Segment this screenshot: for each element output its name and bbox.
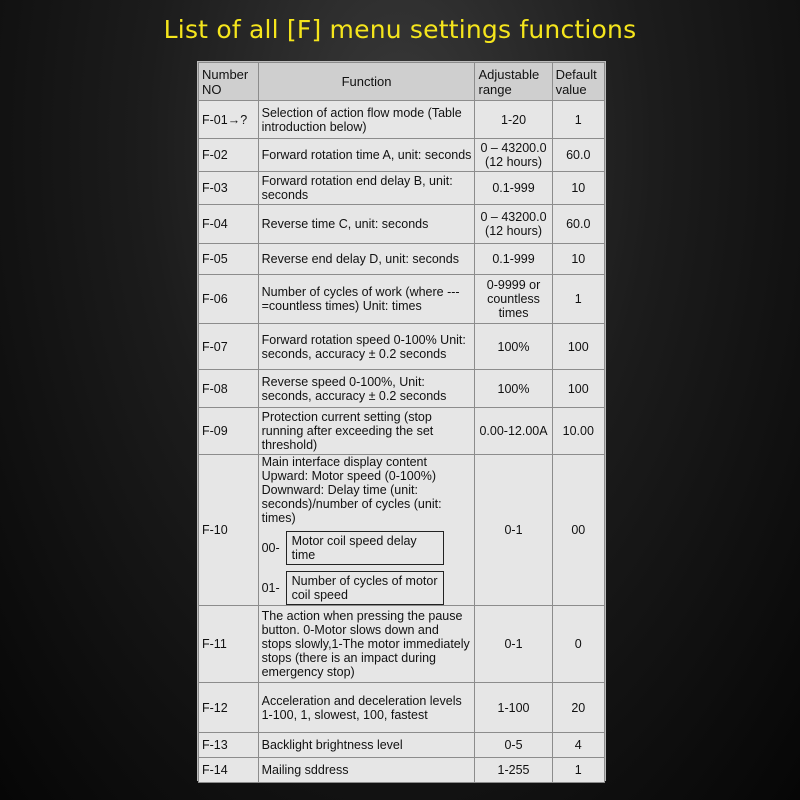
row-number: F-08 bbox=[199, 370, 259, 408]
row-range: 1-100 bbox=[475, 683, 552, 733]
option-box: Number of cycles of motor coil speed bbox=[286, 571, 444, 605]
row-default: 10 bbox=[552, 172, 604, 205]
table-row bbox=[199, 758, 605, 783]
table-row bbox=[199, 244, 605, 275]
table-row bbox=[199, 733, 605, 758]
table-row bbox=[199, 683, 605, 733]
settings-panel bbox=[197, 61, 606, 781]
row-default: 1 bbox=[552, 101, 604, 139]
row-default: 4 bbox=[552, 733, 604, 758]
table-row bbox=[199, 455, 605, 606]
row-number: F-10 bbox=[199, 455, 259, 606]
row-function-cell bbox=[258, 455, 475, 606]
row-default: 100 bbox=[552, 324, 604, 370]
display-option bbox=[262, 531, 472, 565]
row-number: F-03 bbox=[199, 172, 259, 205]
row-function: The action when pressing the pause button. 0-Motor slows down and stops slowly,1-The motor immediately stops (there is an impact during emergency stop) bbox=[258, 606, 475, 683]
row-range: 1-20 bbox=[475, 101, 552, 139]
row-default: 20 bbox=[552, 683, 604, 733]
row-number: F-14 bbox=[199, 758, 259, 783]
option-code: 01- bbox=[261, 581, 280, 595]
table-row bbox=[199, 275, 605, 324]
row-number: F-05 bbox=[199, 244, 259, 275]
row-range: 0 – 43200.0 (12 hours) bbox=[475, 205, 552, 244]
row-range: 0.1-999 bbox=[475, 244, 552, 275]
header-function: Function bbox=[258, 63, 475, 101]
settings-table bbox=[198, 62, 605, 783]
row-function: Forward rotation end delay B, unit: seconds bbox=[258, 172, 475, 205]
row-range: 100% bbox=[475, 324, 552, 370]
row-function: Forward rotation time A, unit: seconds bbox=[258, 139, 475, 172]
row-range: 0-9999 or countless times bbox=[475, 275, 552, 324]
row-default: 60.0 bbox=[552, 139, 604, 172]
table-row bbox=[199, 139, 605, 172]
row-function: Selection of action flow mode (Table introduction below) bbox=[258, 101, 475, 139]
option-code: 00- bbox=[261, 541, 280, 555]
row-number: F-06 bbox=[199, 275, 259, 324]
row-default: 00 bbox=[552, 455, 604, 606]
row-function: Protection current setting (stop running after exceeding the set threshold) bbox=[258, 408, 475, 455]
table-row bbox=[199, 101, 605, 139]
row-default: 60.0 bbox=[552, 205, 604, 244]
row-range: 100% bbox=[475, 370, 552, 408]
row-range: 0 – 43200.0 (12 hours) bbox=[475, 139, 552, 172]
row-function: Main interface display content Upward: Motor speed (0-100%) Downward: Delay time (unit: seconds)/number of cycles (unit: times) bbox=[261, 455, 442, 525]
row-default: 10 bbox=[552, 244, 604, 275]
row-number: F-09 bbox=[199, 408, 259, 455]
row-number: F-13 bbox=[199, 733, 259, 758]
row-range: 0-5 bbox=[475, 733, 552, 758]
row-range: 0-1 bbox=[475, 455, 552, 606]
page-title: List of all [F] menu settings functions bbox=[163, 15, 637, 44]
row-function: Reverse end delay D, unit: seconds bbox=[258, 244, 475, 275]
row-function: Acceleration and deceleration levels 1-100, 1, slowest, 100, fastest bbox=[258, 683, 475, 733]
table-header-row bbox=[199, 63, 605, 101]
row-number: F-04 bbox=[199, 205, 259, 244]
table-row bbox=[199, 370, 605, 408]
row-number: F-07 bbox=[199, 324, 259, 370]
option-box: Motor coil speed delay time bbox=[286, 531, 444, 565]
row-number: F-11 bbox=[199, 606, 259, 683]
row-function: Mailing sddress bbox=[258, 758, 475, 783]
row-number: F-01→? bbox=[199, 101, 259, 139]
row-function: Reverse speed 0-100%, Unit: seconds, accuracy ± 0.2 seconds bbox=[258, 370, 475, 408]
header-default: Default value bbox=[552, 63, 604, 101]
header-number: Number NO bbox=[199, 63, 259, 101]
row-default: 10.00 bbox=[552, 408, 604, 455]
display-option bbox=[262, 571, 472, 605]
row-function: Reverse time C, unit: seconds bbox=[258, 205, 475, 244]
row-default: 0 bbox=[552, 606, 604, 683]
row-range: 0.00-12.00A bbox=[475, 408, 552, 455]
row-number: F-02 bbox=[199, 139, 259, 172]
header-range: Adjustable range bbox=[475, 63, 552, 101]
table-row bbox=[199, 172, 605, 205]
row-default: 100 bbox=[552, 370, 604, 408]
row-range: 0.1-999 bbox=[475, 172, 552, 205]
row-range: 0-1 bbox=[475, 606, 552, 683]
row-default: 1 bbox=[552, 758, 604, 783]
table-row bbox=[199, 606, 605, 683]
row-function: Forward rotation speed 0-100% Unit: seconds, accuracy ± 0.2 seconds bbox=[258, 324, 475, 370]
table-row bbox=[199, 408, 605, 455]
row-default: 1 bbox=[552, 275, 604, 324]
table-row bbox=[199, 324, 605, 370]
row-number: F-12 bbox=[199, 683, 259, 733]
row-range: 1-255 bbox=[475, 758, 552, 783]
row-function: Number of cycles of work (where ---=countless times) Unit: times bbox=[258, 275, 475, 324]
table-row bbox=[199, 205, 605, 244]
row-function: Backlight brightness level bbox=[258, 733, 475, 758]
